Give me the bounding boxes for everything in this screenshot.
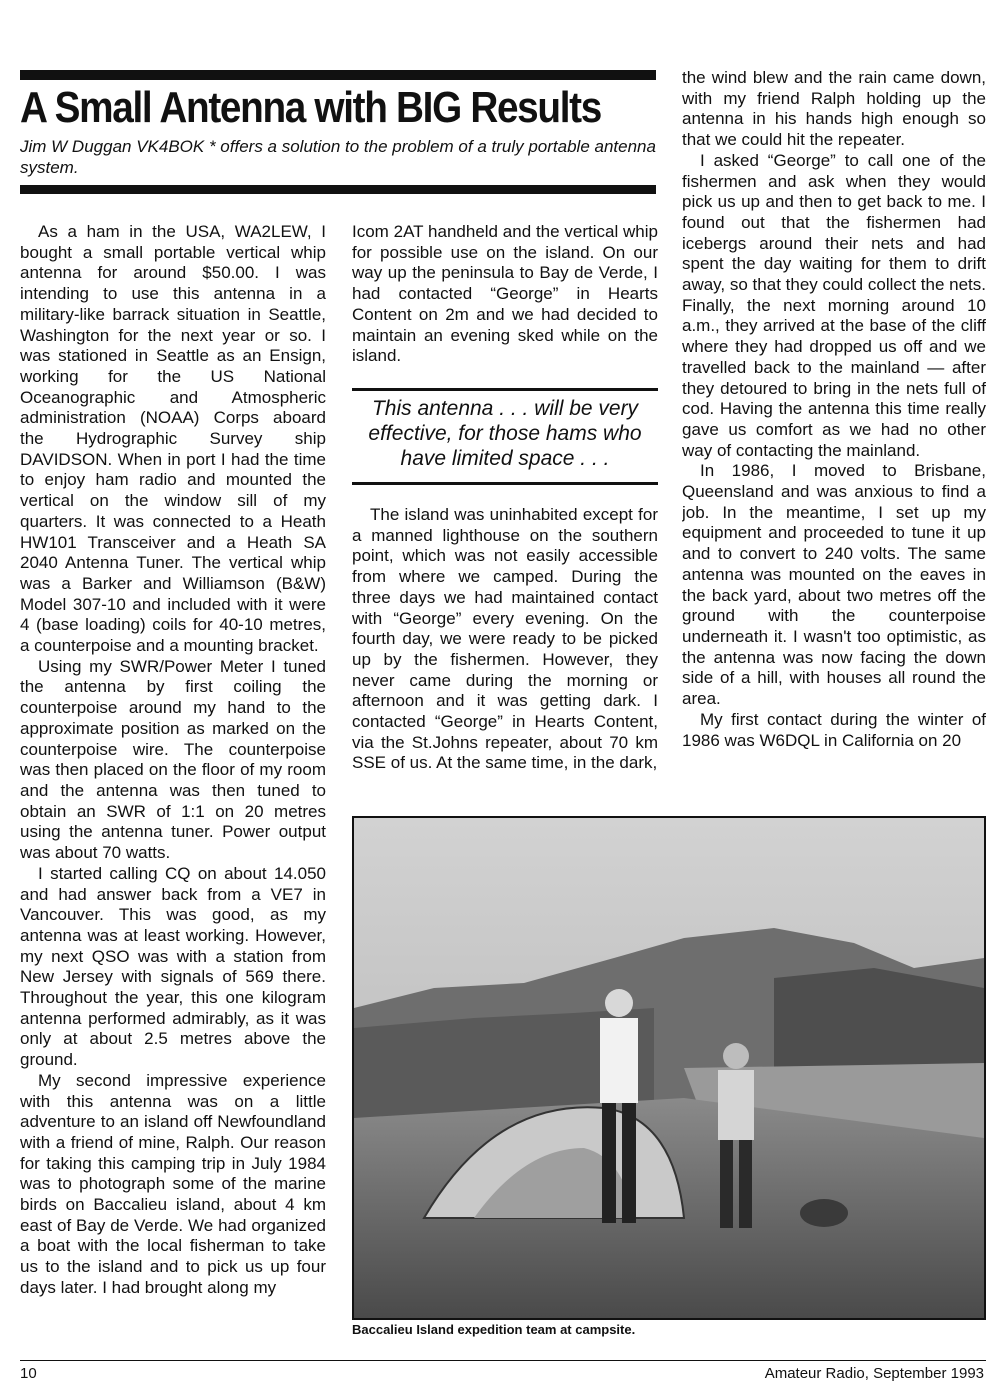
pull-quote: This antenna . . . will be very effective, for those hams who have limited space . . . (368, 397, 642, 470)
page-number: 10 (20, 1365, 37, 1382)
photo-caption: Baccalieu Island expedition team at campsite. (352, 1322, 636, 1337)
paragraph: In 1986, I moved to Brisbane, Queensland and was anxious to find a job. In the meantime, I set up my equipment and proceeded to tune it up and to convert to 240 volts. The same antenna was mounted on the eaves in the back yard, about two metres off the ground with the counterpoise underneath it. I wasn't too optimistic, as the antenna was now facing the down side of a hill, with houses all round the area. (682, 461, 986, 709)
paragraph: The island was uninhabited except for a manned lighthouse on the southern point, which was not easily accessible from where we camped. During the three days we had maintained contact with “George” every evening. On the fourth day, we were ready to be picked up by the fishermen. However, they never came during the morning or afternoon and it was getting dark. I contacted “George” in Hearts Content, via the St.Johns repeater, about 70 km SSE of us. At the same time, in the dark, (352, 505, 658, 773)
pull-quote-rule-top (352, 388, 658, 391)
top-rule (20, 70, 656, 80)
footer-rule (20, 1360, 986, 1361)
article-byline: Jim W Duggan VK4BOK * offers a solution to the problem of a truly portable antenna system. (20, 137, 656, 177)
column-1 (20, 222, 326, 1342)
paragraph: I asked “George” to call one of the fishermen and ask when they would pick us up and then to get back to me. I found out that the fishermen had icebergs around their nets and had spent the day waiting for them to drift away, so that they could collect the nets. Finally, the next morning around 10 a.m., they arrived at the base of the cliff where they had dropped us off and we travelled back to the mainland — after they detoured to bring in the nets full of cod. Having the antenna this time really gave us comfort as we had no other way of contacting the mainland. (682, 150, 986, 460)
campsite-photo-illustration (354, 818, 984, 1318)
paragraph: My second impressive experience with this antenna was on a little adventure to an island off Newfoundland with a friend of mine, Ralph. Our reason for taking this camping trip in July 1984 was to photograph some of the marine birds on Baccalieu island, about 4 km east of Bay de Verde. We had organized a boat with the local fisherman to take us to the island and to pick us up four days later. I had brought along my (20, 1070, 326, 1297)
column-3 (682, 68, 986, 798)
campsite-photo (352, 816, 986, 1320)
article-headline: A Small Antenna with BIG Results (20, 83, 601, 132)
paragraph: My first contact during the winter of 1986 was W6DQL in California on 20 (682, 709, 986, 750)
paragraph: I started calling CQ on about 14.050 and had answer back from a VE7 in Vancouver. This was good, as my antenna was at least working. However, my next QSO was with a station from New Jersey with signals of 569 there. Throughout the year, this one kilogram antenna performed admirably, as it was only at about 2.5 metres above the ground. (20, 863, 326, 1070)
paragraph: the wind blew and the rain came down, with my friend Ralph holding up the antenna in his hands high enough so that we could hit the repeater. (682, 68, 986, 150)
pull-quote-rule-bottom (352, 482, 658, 485)
byline-rule (20, 185, 656, 194)
paragraph: As a ham in the USA, WA2LEW, I bought a small portable vertical whip antenna for around $50.00. I was intending to use this antenna in a military-like barrack situation in Seattle, Washington for the next year or so. I was stationed in Seattle as an Ensign, working for the US National Oceanographic and Atmospheric administration (NOAA) Corps aboard the Hydrographic Survey ship DAVIDSON. When in port I had the time to enjoy ham radio and mounted the vertical on the window sill of my quarters. It was connected to a Heath HW101 Transceiver and a Heath SA 2040 Antenna Tuner. The vertical whip was a Barker and Williamson (B&W) Model 307-10 and included with it were 4 (base loading) coils for 40-10 metres, a counterpoise and a mounting bracket. (20, 222, 326, 656)
paragraph: Icom 2AT handheld and the vertical whip for possible use on the island. On our way up the peninsula to Bay de Verde, I had contacted “George” in Hearts Content on 2m and we had decided to maintain an evening sked while on the island. (352, 222, 658, 366)
publication-footer: Amateur Radio, September 1993 (764, 1365, 984, 1382)
column-2-top (352, 222, 658, 372)
column-2-bottom (352, 505, 658, 795)
paragraph: Using my SWR/Power Meter I tuned the antenna by first coiling the counterpoise around my hand to the approximate position as marked on the counterpoise wire. The counterpoise was then placed on the floor of my room and the antenna was then tuned to obtain an SWR of 1:1 on 20 metres using the antenna tuner. Power output was about 70 watts. (20, 656, 326, 863)
